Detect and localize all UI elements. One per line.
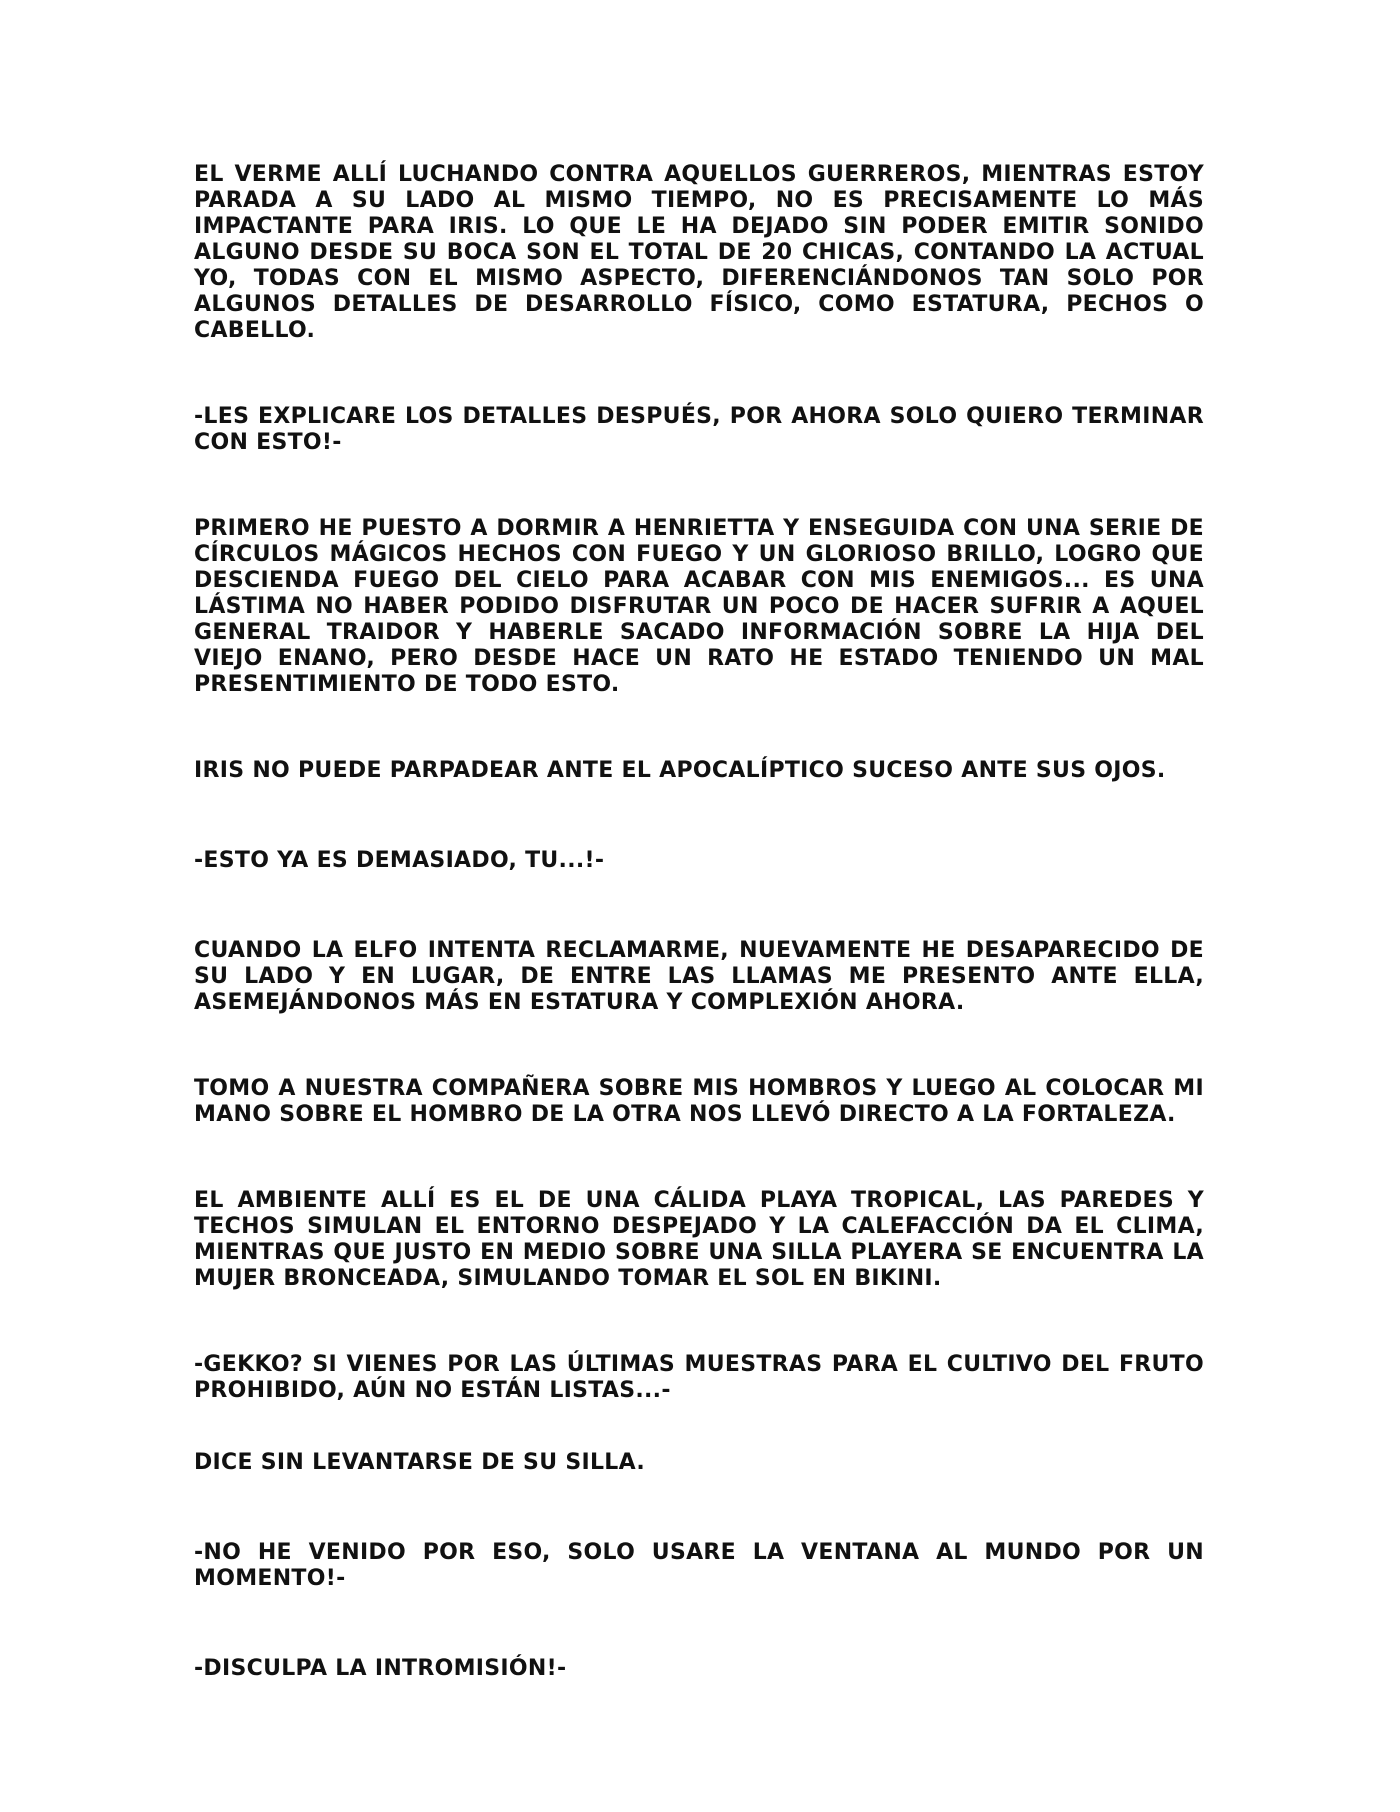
- paragraph-3: PRIMERO HE PUESTO A DORMIR A HENRIETTA Y ENSEGUIDA CON UNA SERIE DE CÍRCULOS MÁGICOS HECHOS CON FUEGO Y UN GLORIOSO BRILLO, LOGRO QUE DESCIENDA FUEGO DEL CIELO PARA ACABAR CON MIS ENEMIGOS... ES UNA LÁSTIMA NO HABER PODIDO DISFRUTAR UN POCO DE HACER SUFRIR A AQUEL GENERAL TRAIDOR Y HABERLE SACADO INFORMACIÓN SOBRE LA HIJA DEL VIEJO ENANO, PERO DESDE HACE UN RATO HE ESTADO TENIENDO UN MAL PRESENTIMIENTO DE TODO ESTO.: [194, 516, 1204, 697]
- paragraph-8: EL AMBIENTE ALLÍ ES EL DE UNA CÁLIDA PLAYA TROPICAL, LAS PAREDES Y TECHOS SIMULAN EL ENTORNO DESPEJADO Y LA CALEFACCIÓN DA EL CLIMA, MIENTRAS QUE JUSTO EN MEDIO SOBRE UNA SILLA PLAYERA SE ENCUENTRA LA MUJER BRONCEADA, SIMULANDO TOMAR EL SOL EN BIKINI.: [194, 1188, 1204, 1291]
- paragraph-9: -GEKKO? SI VIENES POR LAS ÚLTIMAS MUESTRAS PARA EL CULTIVO DEL FRUTO PROHIBIDO, AÚN NO ESTÁN LISTAS...-: [194, 1352, 1204, 1403]
- paragraph-7: TOMO A NUESTRA COMPAÑERA SOBRE MIS HOMBROS Y LUEGO AL COLOCAR MI MANO SOBRE EL HOMBRO DE LA OTRA NOS LLEVÓ DIRECTO A LA FORTALEZA.: [194, 1076, 1204, 1127]
- paragraph-5: -ESTO YA ES DEMASIADO, TU...!-: [194, 848, 605, 873]
- document-page: [194, 162, 1204, 1682]
- paragraph-12: -DISCULPA LA INTROMISIÓN!-: [194, 1656, 567, 1681]
- paragraph-10: DICE SIN LEVANTARSE DE SU SILLA.: [194, 1450, 645, 1475]
- paragraph-11: -NO HE VENIDO POR ESO, SOLO USARE LA VENTANA AL MUNDO POR UN MOMENTO!-: [194, 1540, 1204, 1591]
- paragraph-2: -LES EXPLICARE LOS DETALLES DESPUÉS, POR AHORA SOLO QUIERO TERMINAR CON ESTO!-: [194, 404, 1204, 455]
- paragraph-1: EL VERME ALLÍ LUCHANDO CONTRA AQUELLOS GUERREROS, MIENTRAS ESTOY PARADA A SU LADO AL MISMO TIEMPO, NO ES PRECISAMENTE LO MÁS IMPACTANTE PARA IRIS. LO QUE LE HA DEJADO SIN PODER EMITIR SONIDO ALGUNO DESDE SU BOCA SON EL TOTAL DE 20 CHICAS, CONTANDO LA ACTUAL YO, TODAS CON EL MISMO ASPECTO, DIFERENCIÁNDONOS TAN SOLO POR ALGUNOS DETALLES DE DESARROLLO FÍSICO, COMO ESTATURA, PECHOS O CABELLO.: [194, 162, 1204, 343]
- paragraph-6: CUANDO LA ELFO INTENTA RECLAMARME, NUEVAMENTE HE DESAPARECIDO DE SU LADO Y EN LUGAR, DE ENTRE LAS LLAMAS ME PRESENTO ANTE ELLA, ASEMEJÁNDONOS MÁS EN ESTATURA Y COMPLEXIÓN AHORA.: [194, 938, 1204, 1015]
- paragraph-4: IRIS NO PUEDE PARPADEAR ANTE EL APOCALÍPTICO SUCESO ANTE SUS OJOS.: [194, 758, 1166, 783]
